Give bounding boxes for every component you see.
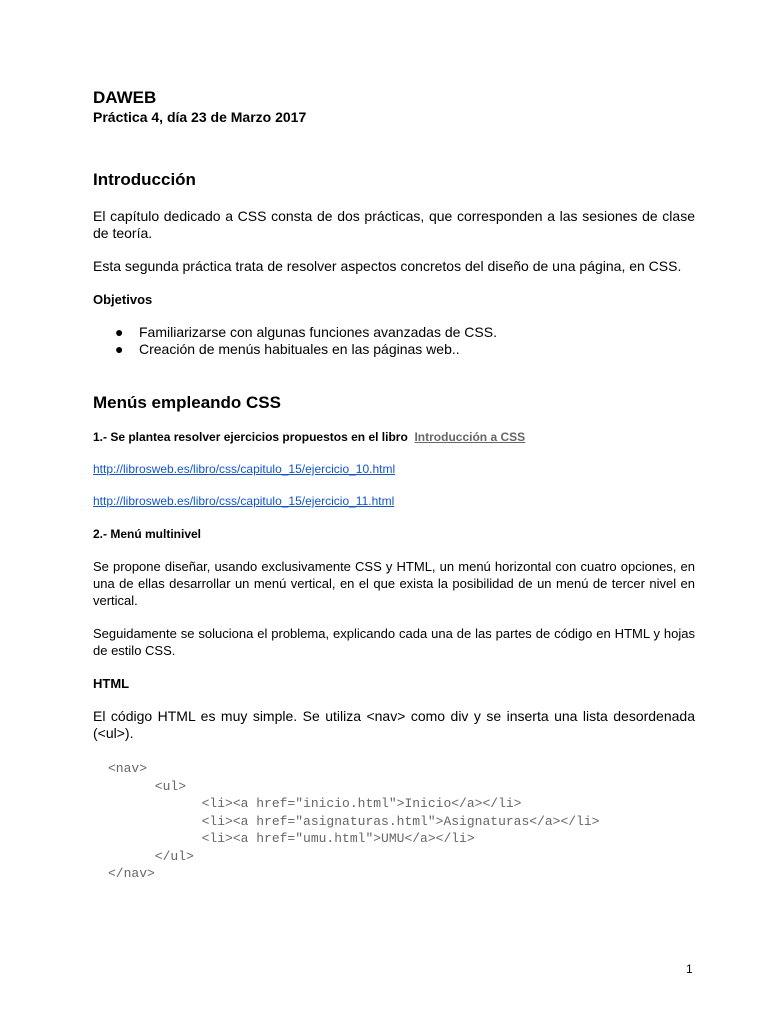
document-page bbox=[93, 88, 695, 883]
bullet-icon: ● bbox=[115, 324, 124, 340]
exercise-1-label: 1.- Se plantea resolver ejercicios propuestos en el libro bbox=[93, 430, 408, 444]
exercise-2-heading: 2.- Menú multinivel bbox=[93, 527, 202, 541]
intro-heading: Introducción bbox=[93, 170, 196, 189]
intro-paragraph-1: El capítulo dedicado a CSS consta de dos prácticas, que corresponden a las sesiones de clase de teoría. bbox=[93, 208, 695, 241]
exercise-2-paragraph-1: Se propone diseñar, usando exclusivamente CSS y HTML, un menú horizontal con cuatro opciones, en una de ellas desarrollar un menú vertical, en el que exista la posibilidad de un menú de tercer nivel en vertical. bbox=[93, 559, 695, 608]
code-block bbox=[93, 760, 695, 883]
intro-paragraph-2: Esta segunda práctica trata de resolver aspectos concretos del diseño de una página, en CSS. bbox=[93, 258, 682, 274]
exercise-2-paragraph-2: Seguidamente se soluciona el problema, explicando cada una de las partes de código en HTML y hojas de estilo CSS. bbox=[93, 626, 695, 658]
exercise-1-line bbox=[93, 429, 695, 445]
code-line: <li><a href="umu.html">UMU</a></li> bbox=[108, 831, 475, 846]
list-item: ● Familiarizarse con algunas funciones avanzadas de CSS. bbox=[115, 324, 497, 340]
html-paragraph: El código HTML es muy simple. Se utiliza <nav> como div y se inserta una lista desordenada (<ul>). bbox=[93, 708, 695, 741]
objectives-list bbox=[93, 324, 695, 358]
code-line: </nav> bbox=[108, 866, 155, 881]
html-heading: HTML bbox=[93, 676, 130, 691]
bullet-icon: ● bbox=[115, 341, 124, 357]
intro-css-link[interactable]: Introducción a CSS bbox=[414, 430, 526, 444]
code-line: <nav> bbox=[108, 761, 148, 776]
page-number: 1 bbox=[686, 962, 693, 976]
code-line: </ul> bbox=[108, 848, 194, 864]
exercise-10-link[interactable]: http://librosweb.es/libro/css/capitulo_15/ejercicio_10.html bbox=[93, 462, 396, 476]
document-title: DAWEB bbox=[93, 88, 157, 107]
objectives-heading: Objetivos bbox=[93, 292, 153, 307]
code-line: <li><a href="inicio.html">Inicio</a></li> bbox=[108, 796, 522, 811]
menus-heading: Menús empleando CSS bbox=[93, 393, 281, 412]
document-subtitle: Práctica 4, día 23 de Marzo 2017 bbox=[93, 109, 307, 125]
exercise-11-link[interactable]: http://librosweb.es/libro/css/capitulo_15/ejercicio_11.html bbox=[93, 494, 395, 508]
code-line: <li><a href="asignaturas.html">Asignaturas</a></li> bbox=[108, 813, 600, 829]
code-line: <ul> bbox=[108, 778, 187, 794]
list-item: ● Creación de menús habituales en las páginas web.. bbox=[115, 341, 460, 357]
